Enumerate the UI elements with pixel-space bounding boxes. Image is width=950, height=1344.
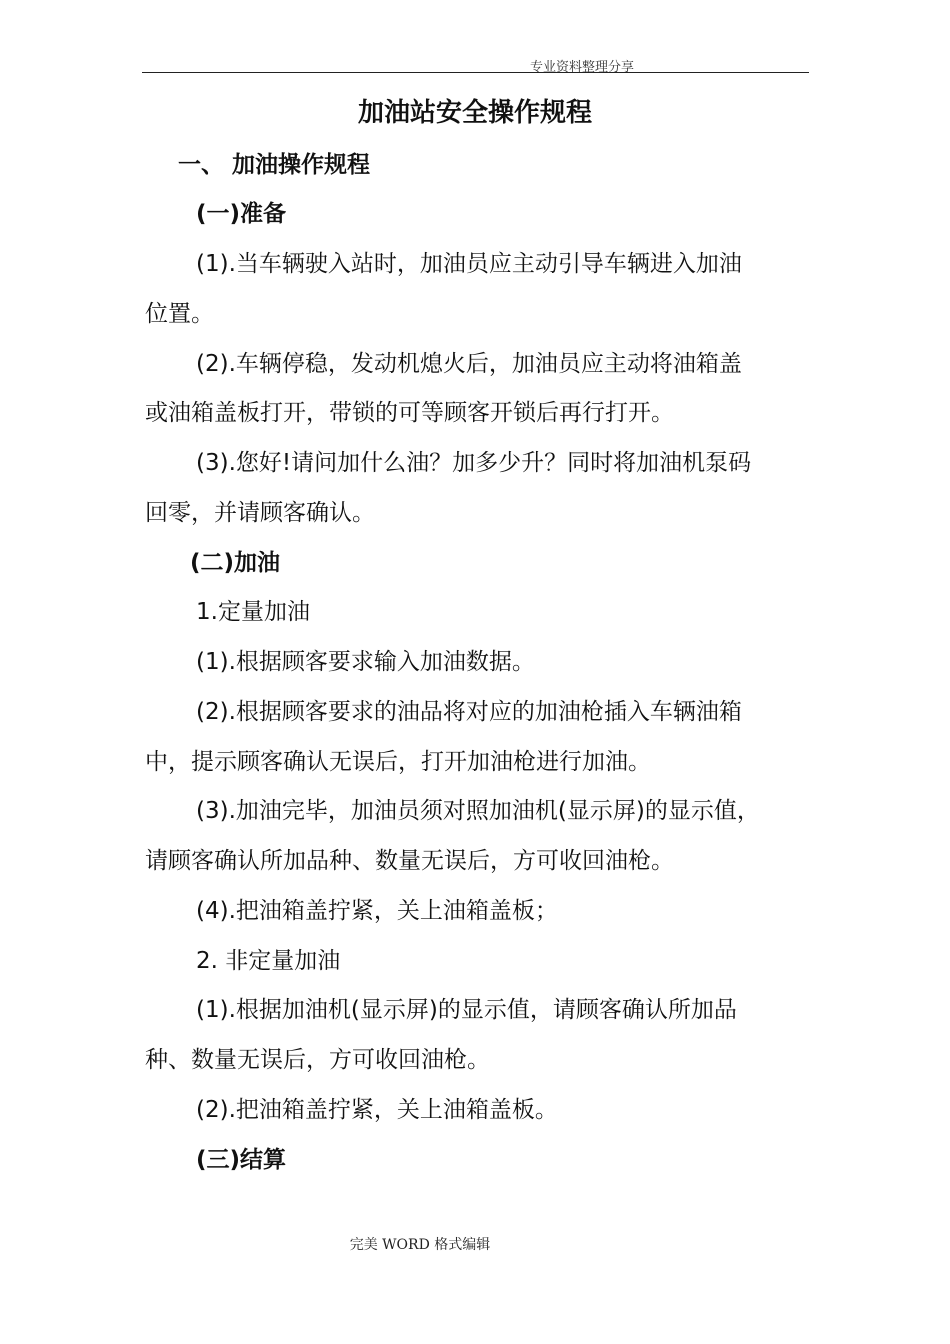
section-heading: 一、 加油操作规程 <box>178 152 371 178</box>
paragraph-line: (1).根据加油机(显示屏)的显示值，请顾客确认所加品 <box>196 997 737 1023</box>
list-heading: 1.定量加油 <box>196 599 310 625</box>
subsection-heading: (三)结算 <box>196 1147 287 1173</box>
paragraph-line: (2).根据顾客要求的油品将对应的加油枪插入车辆油箱 <box>196 699 742 725</box>
paragraph-line: (1).根据顾客要求输入加油数据。 <box>196 649 535 675</box>
paragraph-line: 回零，并请顾客确认。 <box>145 500 375 526</box>
paragraph-line: 或油箱盖板打开，带锁的可等顾客开锁后再行打开。 <box>145 400 674 426</box>
paragraph-line: (4).把油箱盖拧紧，关上油箱盖板； <box>196 898 558 924</box>
paragraph-line: (1).当车辆驶入站时，加油员应主动引导车辆进入加油 <box>196 251 742 277</box>
paragraph-line: (2).把油箱盖拧紧，关上油箱盖板。 <box>196 1097 558 1123</box>
paragraph-line: 中，提示顾客确认无误后，打开加油枪进行加油。 <box>145 749 651 775</box>
document-title: 加油站安全操作规程 <box>357 98 592 128</box>
list-heading: 2. 非定量加油 <box>196 948 341 974</box>
paragraph-line: (3).加油完毕，加油员须对照加油机(显示屏)的显示值， <box>196 798 760 824</box>
paragraph-line: 请顾客确认所加品种、数量无误后，方可收回油枪。 <box>145 848 674 874</box>
page-footer: 完美 WORD 格式编辑 <box>349 1237 491 1253</box>
paragraph-line: (3).您好!请问加什么油？加多少升？同时将加油机泵码 <box>196 450 752 476</box>
paragraph-line: (2).车辆停稳，发动机熄火后，加油员应主动将油箱盖 <box>196 351 742 377</box>
paragraph-line: 位置。 <box>145 301 214 327</box>
subsection-heading: (一)准备 <box>196 201 287 227</box>
paragraph-line: 种、数量无误后，方可收回油枪。 <box>145 1047 490 1073</box>
page-header: 专业资料整理分享 <box>530 60 635 75</box>
header-divider <box>142 72 809 73</box>
subsection-heading: (二)加油 <box>190 550 281 576</box>
